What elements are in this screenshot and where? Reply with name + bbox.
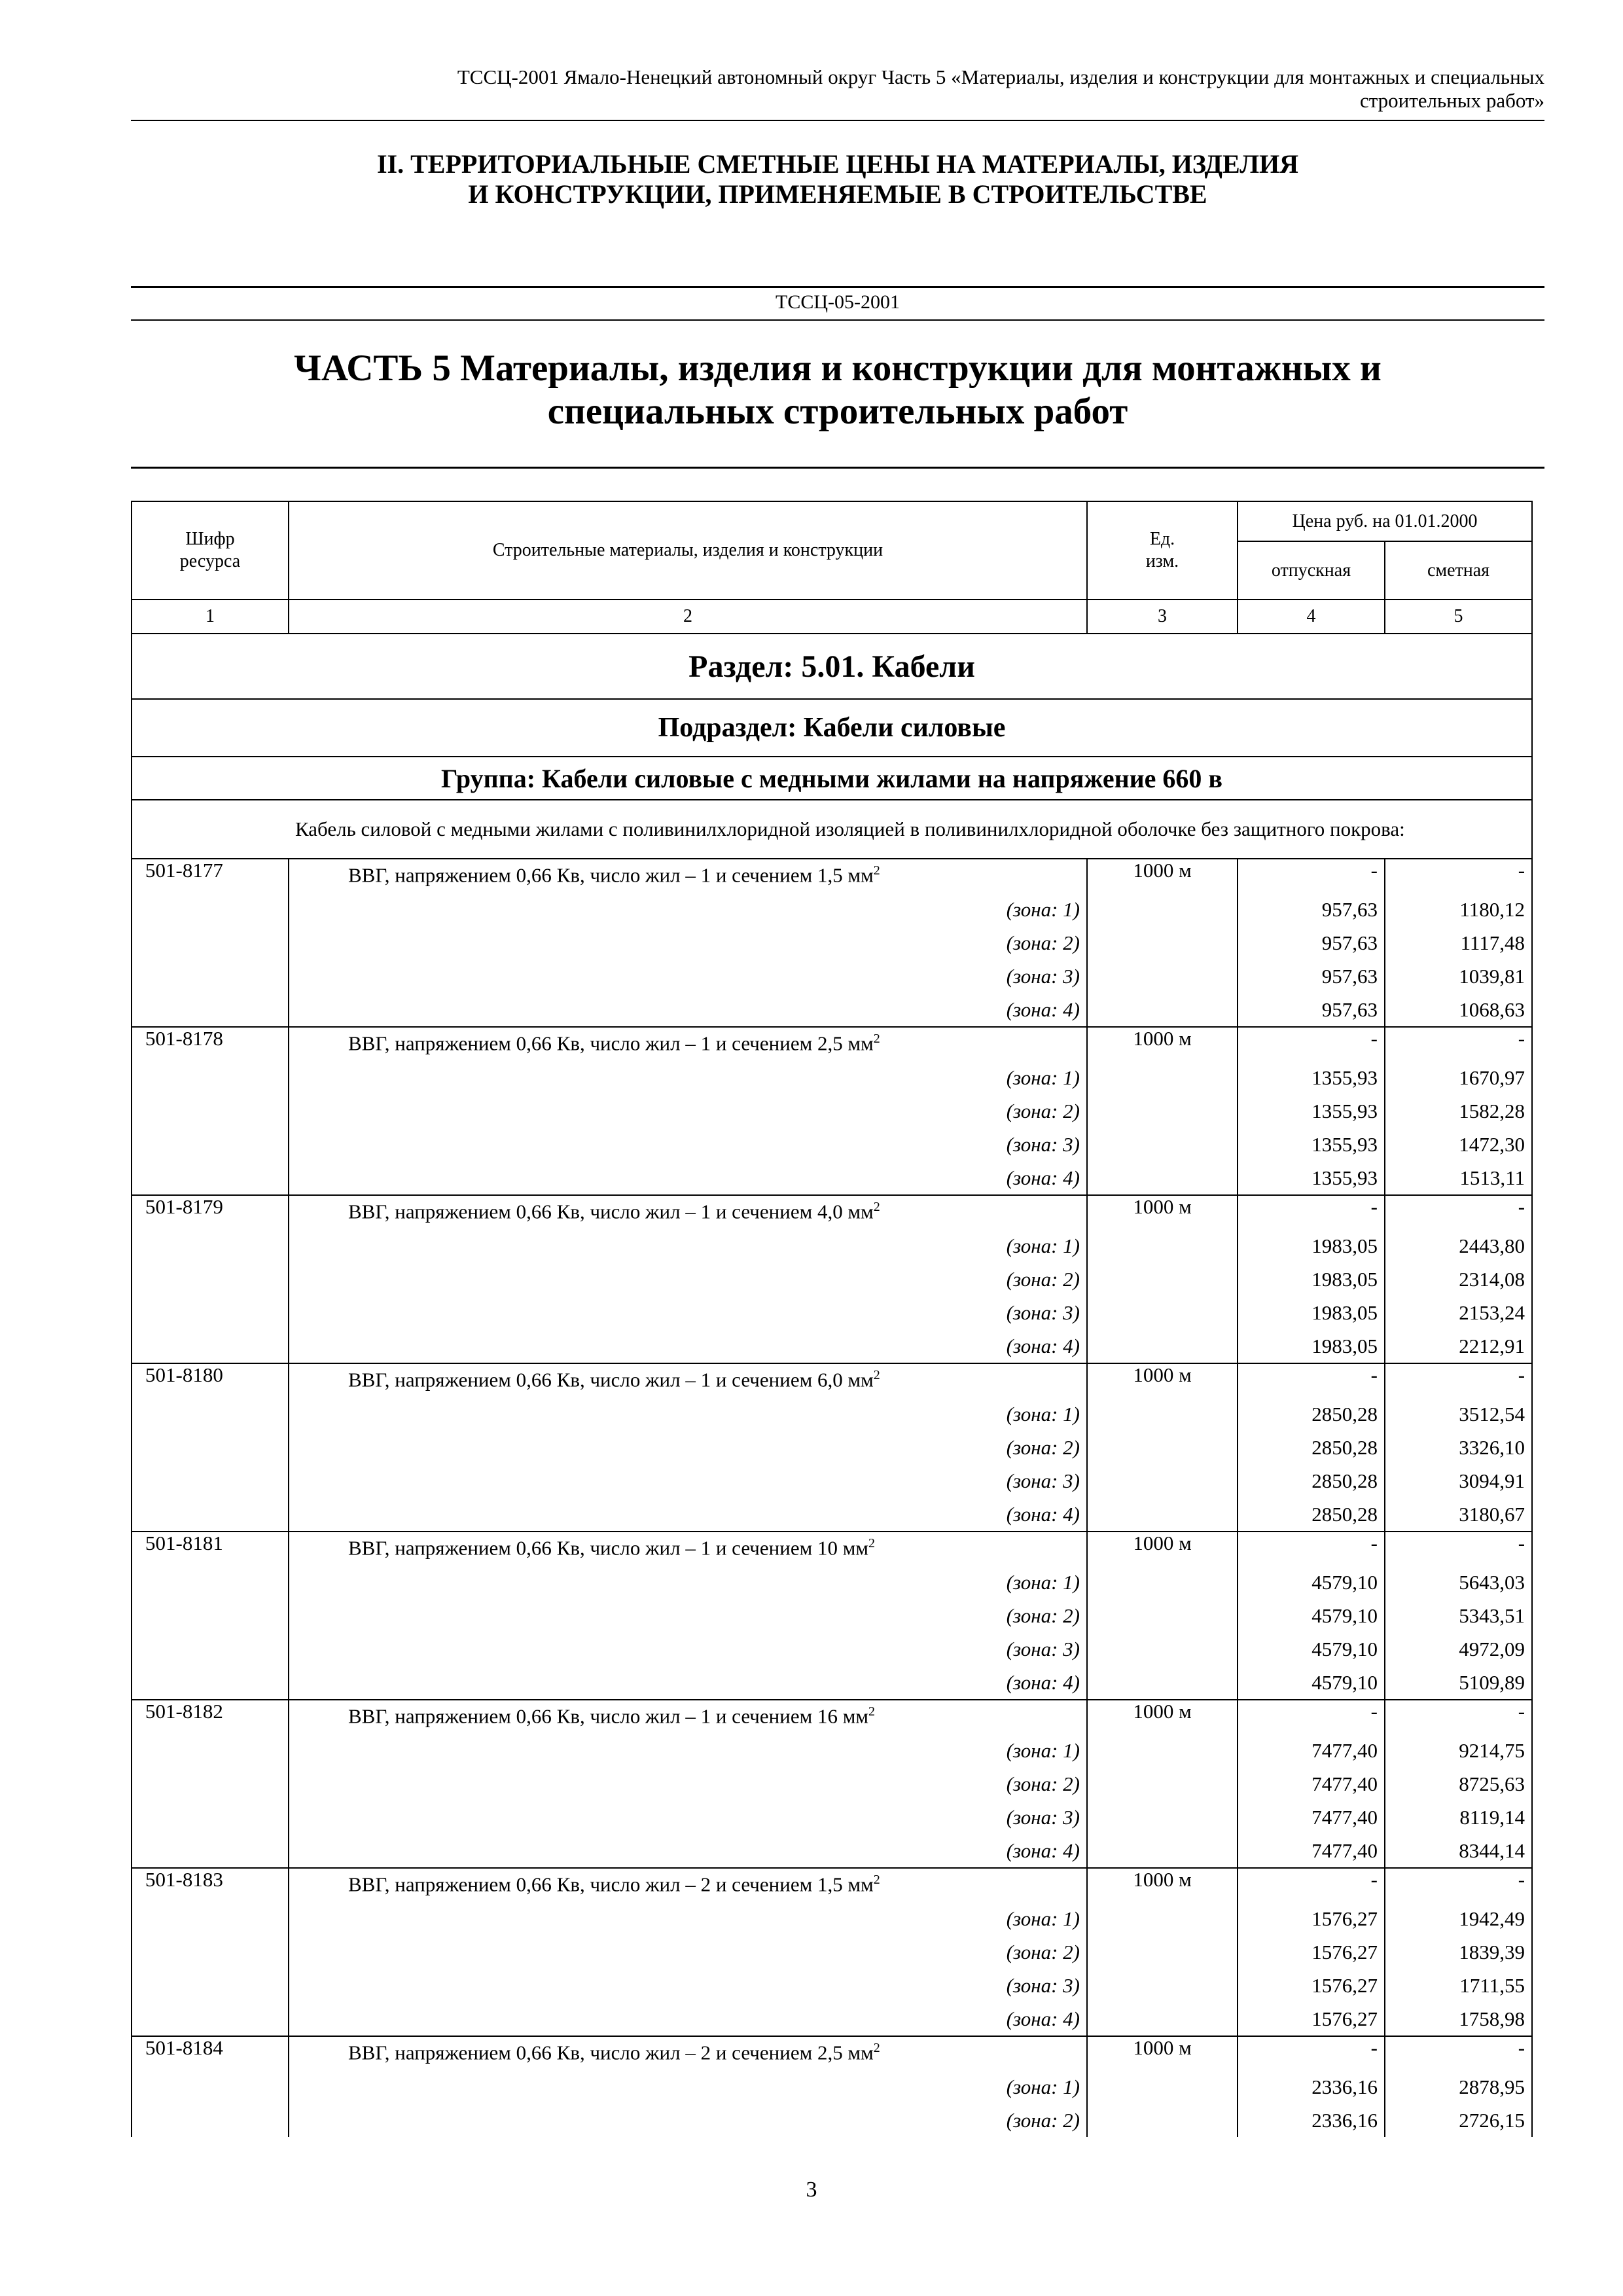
zone-price-estimate: 8344,14 (1385, 1834, 1532, 1868)
zone-code-cell (132, 1431, 289, 1464)
zone-price-release: 4579,10 (1238, 1599, 1385, 1632)
zone-code-cell (132, 1128, 289, 1161)
zone-label: (зона: 3) (289, 1128, 1087, 1161)
material-name-cell (289, 1363, 1087, 1397)
unit: 1000 м (1087, 1868, 1238, 1902)
subsection-heading-row (132, 699, 1532, 757)
group-heading-row (132, 757, 1532, 800)
zone-row (132, 1263, 1532, 1296)
zone-price-estimate: 1839,39 (1385, 1935, 1532, 1969)
zone-unit-cell (1087, 1734, 1238, 1767)
zone-unit-cell (1087, 1969, 1238, 2002)
zone-label: (зона: 4) (289, 1834, 1087, 1868)
column-number: 5 (1385, 600, 1532, 634)
group-description: Кабель силовой с медными жилами с поливинилхлоридной изоляцией в поливинилхлоридной оболочке без защитного покрова: (295, 817, 1405, 840)
zone-price-release: 957,63 (1238, 926, 1385, 960)
zone-unit-cell (1087, 1632, 1238, 1666)
zone-row (132, 2002, 1532, 2036)
zone-label: (зона: 1) (289, 1902, 1087, 1935)
material-name: ВВГ, напряжением 0,66 Кв, число жил – 1 и сечением 2,5 мм (348, 1031, 874, 1055)
doc-code-top-rule (131, 286, 1544, 288)
zone-label: (зона: 3) (289, 1632, 1087, 1666)
resource-code: 501-8180 (132, 1363, 289, 1397)
price-table (131, 501, 1533, 2137)
unit: 1000 м (1087, 1532, 1238, 1566)
page-number: 3 (806, 2178, 817, 2202)
running-header-line-2: строительных работ» (1359, 89, 1544, 112)
zone-unit-cell (1087, 1263, 1238, 1296)
zone-row (132, 1767, 1532, 1801)
zone-code-cell (132, 993, 289, 1027)
zone-price-estimate: 3512,54 (1385, 1397, 1532, 1431)
zone-price-estimate: 3326,10 (1385, 1431, 1532, 1464)
price-estimate: - (1385, 1532, 1532, 1566)
table-row (132, 1363, 1532, 1397)
material-name: ВВГ, напряжением 0,66 Кв, число жил – 2 и сечением 2,5 мм (348, 2041, 874, 2064)
material-name-cell (289, 859, 1087, 893)
zone-label: (зона: 1) (289, 1734, 1087, 1767)
section-heading-row (132, 634, 1532, 699)
zone-unit-cell (1087, 1329, 1238, 1363)
zone-row (132, 1801, 1532, 1834)
zone-price-release: 4579,10 (1238, 1632, 1385, 1666)
zone-price-release: 1355,93 (1238, 1061, 1385, 1094)
unit-superscript: 2 (873, 2041, 880, 2055)
zone-code-cell (132, 1969, 289, 2002)
zone-unit-cell (1087, 1229, 1238, 1263)
zone-unit-cell (1087, 1902, 1238, 1935)
group-description-row (132, 800, 1532, 859)
zone-price-estimate: 3094,91 (1385, 1464, 1532, 1498)
zone-label: (зона: 1) (289, 1229, 1087, 1263)
column-number: 3 (1087, 600, 1238, 634)
header-name: Строительные материалы, изделия и конструкции (289, 501, 1087, 600)
zone-price-estimate: 1582,28 (1385, 1094, 1532, 1128)
zone-label: (зона: 4) (289, 1666, 1087, 1700)
zone-label: (зона: 2) (289, 1767, 1087, 1801)
part-title-rule (131, 467, 1544, 469)
zone-row (132, 1094, 1532, 1128)
material-name: ВВГ, напряжением 0,66 Кв, число жил – 1 и сечением 16 мм (348, 1704, 868, 1728)
zone-row (132, 1935, 1532, 1969)
material-name: ВВГ, напряжением 0,66 Кв, число жил – 1 и сечением 6,0 мм (348, 1368, 874, 1391)
zone-price-release: 957,63 (1238, 960, 1385, 993)
price-estimate: - (1385, 1027, 1532, 1061)
price-release: - (1238, 1868, 1385, 1902)
section-title (131, 149, 1544, 209)
resource-code: 501-8178 (132, 1027, 289, 1061)
running-header-line-1: ТССЦ-2001 Ямало-Ненецкий автономный округ Часть 5 «Материалы, изделия и конструкции для монтажных и специальных (457, 65, 1544, 88)
zone-code-cell (132, 1632, 289, 1666)
zone-label: (зона: 2) (289, 1599, 1087, 1632)
zone-code-cell (132, 1801, 289, 1834)
zone-row (132, 926, 1532, 960)
zone-price-release: 2850,28 (1238, 1431, 1385, 1464)
zone-price-estimate: 1758,98 (1385, 2002, 1532, 2036)
zone-row (132, 1902, 1532, 1935)
zone-price-release: 1983,05 (1238, 1329, 1385, 1363)
unit-superscript: 2 (868, 1536, 875, 1551)
zone-price-estimate: 1180,12 (1385, 893, 1532, 926)
zone-unit-cell (1087, 1397, 1238, 1431)
unit-superscript: 2 (873, 1200, 880, 1214)
zone-row (132, 1734, 1532, 1767)
zone-label: (зона: 2) (289, 1935, 1087, 1969)
zone-price-estimate: 2878,95 (1385, 2070, 1532, 2104)
zone-row (132, 1498, 1532, 1532)
zone-price-estimate: 1513,11 (1385, 1161, 1532, 1195)
zone-code-cell (132, 2070, 289, 2104)
zone-code-cell (132, 926, 289, 960)
zone-price-release: 1576,27 (1238, 1969, 1385, 2002)
material-name-cell (289, 1195, 1087, 1229)
zone-price-estimate: 1068,63 (1385, 993, 1532, 1027)
material-name-cell (289, 1027, 1087, 1061)
zone-price-release: 2850,28 (1238, 1397, 1385, 1431)
zone-label: (зона: 2) (289, 2104, 1087, 2137)
material-name-cell (289, 1700, 1087, 1734)
zone-row (132, 2104, 1532, 2137)
zone-row (132, 1128, 1532, 1161)
zone-row (132, 1161, 1532, 1195)
header-code-line-2: ресурса (179, 551, 241, 571)
zone-code-cell (132, 1599, 289, 1632)
resource-code: 501-8183 (132, 1868, 289, 1902)
zone-price-estimate: 2153,24 (1385, 1296, 1532, 1329)
zone-code-cell (132, 1296, 289, 1329)
section-title-line-1: II. ТЕРРИТОРИАЛЬНЫЕ СМЕТНЫЕ ЦЕНЫ НА МАТЕРИАЛЫ, ИЗДЕЛИЯ (376, 149, 1298, 179)
zone-price-release: 1576,27 (1238, 1902, 1385, 1935)
zone-price-estimate: 5109,89 (1385, 1666, 1532, 1700)
zone-label: (зона: 2) (289, 1094, 1087, 1128)
zone-row (132, 1834, 1532, 1868)
zone-price-estimate: 2212,91 (1385, 1329, 1532, 1363)
zone-price-release: 2336,16 (1238, 2104, 1385, 2137)
zone-price-estimate: 5643,03 (1385, 1566, 1532, 1599)
zone-code-cell (132, 1834, 289, 1868)
header-unit-line-1: Ед. (1149, 529, 1175, 549)
zone-row (132, 1666, 1532, 1700)
zone-label: (зона: 1) (289, 1061, 1087, 1094)
header-price-release: отпускная (1238, 541, 1385, 600)
price-release: - (1238, 859, 1385, 893)
zone-price-estimate: 1711,55 (1385, 1969, 1532, 2002)
zone-row (132, 1296, 1532, 1329)
column-number: 2 (289, 600, 1087, 634)
section-heading: Раздел: 5.01. Кабели (132, 634, 1532, 699)
zone-price-estimate: 8119,14 (1385, 1801, 1532, 1834)
zone-code-cell (132, 1935, 289, 1969)
zone-row (132, 2070, 1532, 2104)
zone-unit-cell (1087, 2070, 1238, 2104)
zone-price-release: 1983,05 (1238, 1263, 1385, 1296)
zone-code-cell (132, 1094, 289, 1128)
zone-code-cell (132, 1464, 289, 1498)
table-row (132, 1027, 1532, 1061)
zone-price-estimate: 1942,49 (1385, 1902, 1532, 1935)
zone-code-cell (132, 893, 289, 926)
zone-row (132, 1061, 1532, 1094)
unit-superscript: 2 (873, 1873, 880, 1887)
table-row (132, 2036, 1532, 2070)
zone-unit-cell (1087, 1666, 1238, 1700)
zone-price-release: 4579,10 (1238, 1666, 1385, 1700)
material-name: ВВГ, напряжением 0,66 Кв, число жил – 1 и сечением 10 мм (348, 1536, 868, 1560)
header-price-estimate: сметная (1385, 541, 1532, 600)
zone-code-cell (132, 1734, 289, 1767)
zone-price-estimate: 2314,08 (1385, 1263, 1532, 1296)
zone-label: (зона: 1) (289, 1397, 1087, 1431)
part-title (131, 347, 1544, 433)
header-unit-line-2: изм. (1145, 551, 1179, 571)
price-release: - (1238, 1195, 1385, 1229)
material-name: ВВГ, напряжением 0,66 Кв, число жил – 1 и сечением 4,0 мм (348, 1200, 874, 1223)
zone-price-estimate: 1039,81 (1385, 960, 1532, 993)
header-price-group: Цена руб. на 01.01.2000 (1238, 501, 1532, 541)
zone-row (132, 1632, 1532, 1666)
zone-label: (зона: 1) (289, 2070, 1087, 2104)
column-number-row (132, 600, 1532, 634)
price-estimate: - (1385, 1363, 1532, 1397)
unit: 1000 м (1087, 859, 1238, 893)
zone-label: (зона: 1) (289, 893, 1087, 926)
table-row (132, 859, 1532, 893)
zone-price-estimate: 3180,67 (1385, 1498, 1532, 1532)
zone-code-cell (132, 1902, 289, 1935)
zone-unit-cell (1087, 960, 1238, 993)
unit: 1000 м (1087, 1363, 1238, 1397)
zone-label: (зона: 4) (289, 993, 1087, 1027)
zone-row (132, 1329, 1532, 1363)
zone-row (132, 1397, 1532, 1431)
resource-code: 501-8179 (132, 1195, 289, 1229)
material-name-cell (289, 2036, 1087, 2070)
zone-unit-cell (1087, 1431, 1238, 1464)
zone-price-estimate: 1472,30 (1385, 1128, 1532, 1161)
zone-price-release: 957,63 (1238, 993, 1385, 1027)
part-title-line-1: ЧАСТЬ 5 Материалы, изделия и конструкции для монтажных и (294, 348, 1382, 389)
header-divider (131, 120, 1544, 121)
zone-price-estimate: 1670,97 (1385, 1061, 1532, 1094)
zone-row (132, 893, 1532, 926)
header-code-line-1: Шифр (185, 529, 235, 549)
subsection-heading: Подраздел: Кабели силовые (132, 699, 1532, 757)
zone-price-release: 2850,28 (1238, 1498, 1385, 1532)
zone-price-release: 957,63 (1238, 893, 1385, 926)
zone-unit-cell (1087, 1599, 1238, 1632)
price-release: - (1238, 1532, 1385, 1566)
zone-price-estimate: 1117,48 (1385, 926, 1532, 960)
zone-label: (зона: 4) (289, 1498, 1087, 1532)
zone-unit-cell (1087, 1801, 1238, 1834)
zone-label: (зона: 2) (289, 926, 1087, 960)
zone-unit-cell (1087, 1834, 1238, 1868)
zone-code-cell (132, 1767, 289, 1801)
zone-label: (зона: 1) (289, 1566, 1087, 1599)
zone-unit-cell (1087, 1498, 1238, 1532)
zone-row (132, 1599, 1532, 1632)
zone-code-cell (132, 1229, 289, 1263)
zone-unit-cell (1087, 1128, 1238, 1161)
resource-code: 501-8177 (132, 859, 289, 893)
group-description-cell (289, 800, 1532, 859)
doc-code: ТССЦ-05-2001 (776, 291, 900, 313)
price-estimate: - (1385, 1195, 1532, 1229)
section-title-line-2: И КОНСТРУКЦИИ, ПРИМЕНЯЕМЫЕ В СТРОИТЕЛЬСТВЕ (468, 179, 1207, 209)
zone-code-cell (132, 1666, 289, 1700)
zone-unit-cell (1087, 1094, 1238, 1128)
zone-unit-cell (1087, 1161, 1238, 1195)
material-name-cell (289, 1532, 1087, 1566)
zone-price-release: 7477,40 (1238, 1834, 1385, 1868)
zone-code-cell (132, 960, 289, 993)
zone-label: (зона: 2) (289, 1263, 1087, 1296)
unit-superscript: 2 (873, 863, 880, 878)
zone-code-cell (132, 2104, 289, 2137)
zone-price-release: 7477,40 (1238, 1801, 1385, 1834)
zone-unit-cell (1087, 2104, 1238, 2137)
zone-code-cell (132, 1061, 289, 1094)
unit: 1000 м (1087, 2036, 1238, 2070)
header-unit (1087, 501, 1238, 600)
doc-code-bottom-rule (131, 319, 1544, 321)
part-title-line-2: специальных строительных работ (547, 391, 1128, 432)
zone-row (132, 1431, 1532, 1464)
zone-row (132, 1464, 1532, 1498)
zone-label: (зона: 3) (289, 960, 1087, 993)
zone-price-estimate: 2443,80 (1385, 1229, 1532, 1263)
zone-price-release: 1576,27 (1238, 2002, 1385, 2036)
zone-unit-cell (1087, 893, 1238, 926)
zone-unit-cell (1087, 1767, 1238, 1801)
zone-row (132, 960, 1532, 993)
zone-label: (зона: 3) (289, 1801, 1087, 1834)
material-name-cell (289, 1868, 1087, 1902)
running-header (131, 65, 1544, 113)
price-release: - (1238, 1027, 1385, 1061)
price-release: - (1238, 2036, 1385, 2070)
zone-price-estimate: 4972,09 (1385, 1632, 1532, 1666)
zone-unit-cell (1087, 1464, 1238, 1498)
table-row (132, 1532, 1532, 1566)
zone-row (132, 1566, 1532, 1599)
zone-unit-cell (1087, 2002, 1238, 2036)
unit-superscript: 2 (873, 1031, 880, 1046)
zone-code-cell (132, 1566, 289, 1599)
zone-code-cell (132, 1263, 289, 1296)
zone-price-release: 4579,10 (1238, 1566, 1385, 1599)
price-release: - (1238, 1363, 1385, 1397)
zone-unit-cell (1087, 1935, 1238, 1969)
zone-price-release: 1355,93 (1238, 1161, 1385, 1195)
zone-label: (зона: 2) (289, 1431, 1087, 1464)
column-number: 1 (132, 600, 289, 634)
table-row (132, 1700, 1532, 1734)
zone-code-cell (132, 2002, 289, 2036)
unit: 1000 м (1087, 1195, 1238, 1229)
zone-row (132, 1969, 1532, 2002)
price-estimate: - (1385, 1868, 1532, 1902)
column-number: 4 (1238, 600, 1385, 634)
zone-label: (зона: 4) (289, 1161, 1087, 1195)
description-code-cell (132, 800, 289, 859)
zone-unit-cell (1087, 1566, 1238, 1599)
zone-label: (зона: 4) (289, 2002, 1087, 2036)
zone-price-release: 1983,05 (1238, 1229, 1385, 1263)
zone-price-estimate: 2726,15 (1385, 2104, 1532, 2137)
resource-code: 501-8182 (132, 1700, 289, 1734)
unit: 1000 м (1087, 1700, 1238, 1734)
zone-unit-cell (1087, 1061, 1238, 1094)
zone-price-estimate: 8725,63 (1385, 1767, 1532, 1801)
zone-price-release: 1355,93 (1238, 1094, 1385, 1128)
unit-superscript: 2 (873, 1368, 880, 1382)
zone-price-release: 7477,40 (1238, 1734, 1385, 1767)
header-code (132, 501, 289, 600)
zone-label: (зона: 3) (289, 1969, 1087, 2002)
zone-code-cell (132, 1161, 289, 1195)
zone-code-cell (132, 1329, 289, 1363)
unit: 1000 м (1087, 1027, 1238, 1061)
zone-unit-cell (1087, 1296, 1238, 1329)
zone-price-release: 2336,16 (1238, 2070, 1385, 2104)
group-heading: Группа: Кабели силовые с медными жилами на напряжение 660 в (132, 757, 1532, 800)
zone-label: (зона: 4) (289, 1329, 1087, 1363)
zone-unit-cell (1087, 993, 1238, 1027)
zone-row (132, 993, 1532, 1027)
table-row (132, 1195, 1532, 1229)
zone-price-release: 7477,40 (1238, 1767, 1385, 1801)
zone-unit-cell (1087, 926, 1238, 960)
zone-label: (зона: 3) (289, 1296, 1087, 1329)
zone-price-release: 1983,05 (1238, 1296, 1385, 1329)
zone-price-estimate: 5343,51 (1385, 1599, 1532, 1632)
material-name: ВВГ, напряжением 0,66 Кв, число жил – 1 и сечением 1,5 мм (348, 863, 874, 887)
resource-code: 501-8184 (132, 2036, 289, 2070)
zone-price-release: 1355,93 (1238, 1128, 1385, 1161)
price-estimate: - (1385, 2036, 1532, 2070)
zone-price-release: 2850,28 (1238, 1464, 1385, 1498)
zone-code-cell (132, 1498, 289, 1532)
zone-price-estimate: 9214,75 (1385, 1734, 1532, 1767)
zone-label: (зона: 3) (289, 1464, 1087, 1498)
zone-row (132, 1229, 1532, 1263)
table-row (132, 1868, 1532, 1902)
price-estimate: - (1385, 1700, 1532, 1734)
zone-price-release: 1576,27 (1238, 1935, 1385, 1969)
unit-superscript: 2 (868, 1704, 875, 1719)
resource-code: 501-8181 (132, 1532, 289, 1566)
zone-code-cell (132, 1397, 289, 1431)
material-name: ВВГ, напряжением 0,66 Кв, число жил – 2 и сечением 1,5 мм (348, 1873, 874, 1896)
price-estimate: - (1385, 859, 1532, 893)
price-release: - (1238, 1700, 1385, 1734)
